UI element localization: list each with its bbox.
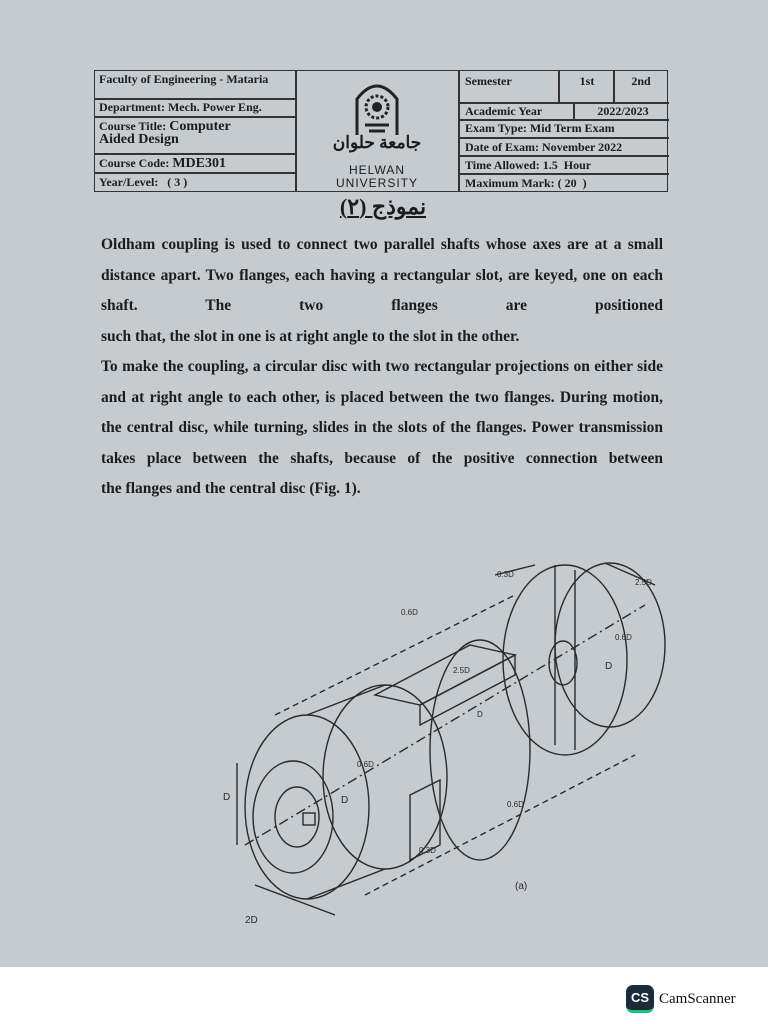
paragraph-2-last: the flanges and the central disc (Fig. 1). <box>101 480 361 498</box>
exam-header-table <box>94 70 668 192</box>
dim-d-left: D <box>223 792 231 803</box>
course-title-label: Course Title: <box>99 119 167 133</box>
paragraph-1-last: such that, the slot in one is at right angle to the slot in the other. <box>101 327 520 345</box>
semester-label: Semester <box>465 74 512 88</box>
exam-type: Exam Type: Mid Term Exam <box>465 121 615 135</box>
semester-second: 2nd <box>631 74 651 88</box>
model-title: نموذج (٢) <box>339 194 427 219</box>
time-allowed: Time Allowed: 1.5 Hour <box>465 158 592 172</box>
semester-first: 1st <box>579 74 595 88</box>
university-logo <box>295 71 459 191</box>
course-code-label: Course Code: <box>99 156 170 170</box>
paragraph-2 <box>101 352 663 505</box>
maximum-mark: Maximum Mark: ( 20 ) <box>465 176 587 190</box>
paragraph-2-body: To make the coupling, a circular disc with two rectangular projections on either side and at right angle to each other, is placed between the two flanges. During motion, the central disc, while turning, slides in the slots of the flanges. Power transmission takes place between the shafts, because of the positive connection between <box>101 358 663 467</box>
dim-06d-b: 0.6D <box>401 608 418 617</box>
academic-year-value: 2022/2023 <box>597 104 649 118</box>
logo-helwan: HELWAN <box>348 163 405 177</box>
course-title-value: Computer <box>169 119 231 134</box>
dim-03d-a: 0.3D <box>497 570 514 579</box>
arabic-university-name: جامعة حلوان <box>332 133 422 152</box>
dim-d-right: D <box>605 661 613 672</box>
camscanner-logo-icon: CS <box>626 985 654 1013</box>
year-level-cell: Year/Level: ( 3 ) <box>99 175 188 189</box>
faculty-cell: Faculty of Engineering - Mataria <box>99 72 269 86</box>
dim-06d-a: 0.6D <box>357 760 374 769</box>
dim-06d-c: 0.6D <box>615 633 632 642</box>
dim-25d-b: 2.5D <box>635 578 652 587</box>
course-title-value2: Aided Design <box>99 132 179 147</box>
course-code-value: MDE301 <box>172 156 226 171</box>
camscanner-label: CamScanner <box>659 990 736 1007</box>
oldham-coupling-figure <box>215 545 675 925</box>
university-emblem-icon <box>347 77 407 137</box>
dim-06d-d: 0.6D <box>507 800 524 809</box>
dim-d-hub: D <box>341 795 349 806</box>
left-flange-back <box>323 685 447 869</box>
date-of-exam: Date of Exam: November 2022 <box>465 140 623 154</box>
camscanner-watermark <box>626 985 736 1013</box>
dim-25d-a: 2.5D <box>453 666 470 675</box>
academic-year-label: Academic Year <box>465 104 543 118</box>
course-code-cell <box>95 156 295 171</box>
course-title-cell <box>95 119 295 147</box>
left-flange-outer <box>245 715 369 899</box>
dim-d-disc: D <box>477 710 483 719</box>
figure-caption: (a) <box>515 881 528 892</box>
dim-2d: 2D <box>245 915 258 925</box>
paragraph-1 <box>101 230 663 352</box>
dim-03d-b: 0.3D <box>419 846 436 855</box>
logo-university: UNIVERSITY <box>335 176 418 190</box>
paragraph-1-body: Oldham coupling is used to connect two parallel shafts whose axes are at a small distance apart. Two flanges, each having a rectangular slot, are keyed, one on each shaft. The two flanges are positioned <box>101 236 663 315</box>
department-cell: Department: Mech. Power Eng. <box>99 100 262 114</box>
